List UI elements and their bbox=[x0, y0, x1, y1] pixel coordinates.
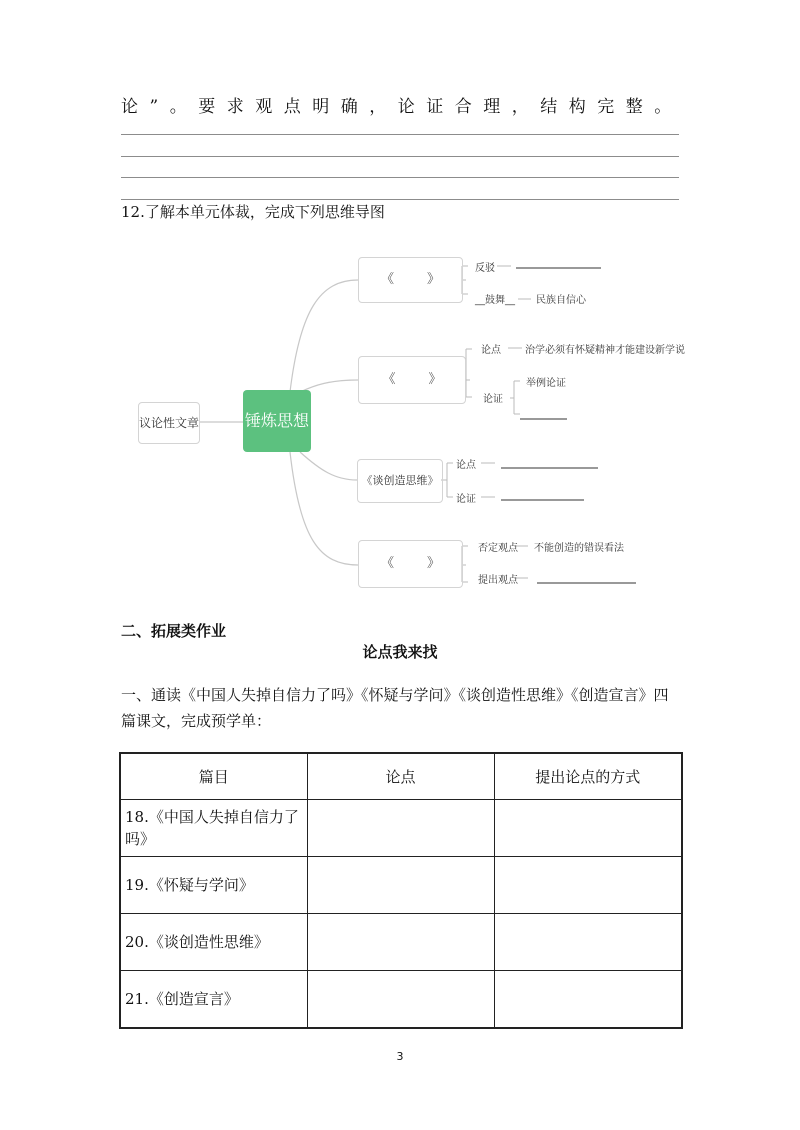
mindmap-branch-3 bbox=[357, 459, 443, 503]
mindmap-center-node bbox=[243, 390, 311, 452]
row-4-point-cell[interactable] bbox=[307, 971, 494, 1028]
mindmap-center-label: 锤炼思想 bbox=[244, 411, 309, 430]
mindmap-branch-4 bbox=[358, 540, 463, 588]
branch-2-point-label: 论点 bbox=[481, 345, 501, 356]
header-method: 提出论点的方式 bbox=[494, 753, 682, 800]
table-row bbox=[120, 857, 682, 914]
branch-2-point-value: 治学必须有怀疑精神才能建设新学说 bbox=[525, 345, 685, 356]
table-row bbox=[120, 800, 682, 857]
branch-4-item-2-label: 提出观点 bbox=[478, 575, 518, 586]
row-2-method-cell[interactable] bbox=[494, 857, 682, 914]
essay-requirement-line: 论”。要求观点明确，论证合理，结构完整。 bbox=[121, 97, 683, 117]
row-3-method-cell[interactable] bbox=[494, 914, 682, 971]
branch-1-item-2-value: 民族自信心 bbox=[536, 295, 586, 306]
row-3-point-cell[interactable] bbox=[307, 914, 494, 971]
branch-1-item-1-label: 反驳 bbox=[475, 263, 495, 274]
instructions: 一、通读《中国人失掉自信力了吗》《怀疑与学问》《谈创造性思维》《创造宣言》四篇课文，完成预学单： bbox=[121, 686, 669, 730]
table-row bbox=[120, 971, 682, 1028]
header-title: 篇目 bbox=[120, 753, 307, 800]
branch-2-title: 《 》 bbox=[382, 372, 442, 387]
row-1-point-cell[interactable] bbox=[307, 800, 494, 857]
section-2-title: 二、拓展类作业 bbox=[121, 622, 227, 640]
prep-table bbox=[119, 752, 683, 1029]
header-point: 论点 bbox=[307, 753, 494, 800]
branch-3-item-1-label: 论点 bbox=[456, 460, 476, 471]
branch-3-title: 《谈创造思维》 bbox=[361, 474, 439, 487]
branch-2-argument-label: 论证 bbox=[483, 394, 503, 405]
branch-2-sub-item-1: 举例论证 bbox=[526, 378, 566, 389]
branch-3-item-2-label: 论证 bbox=[456, 494, 476, 505]
row-3-title: 20.《谈创造性思维》 bbox=[120, 914, 307, 971]
mindmap-root-node bbox=[138, 402, 200, 444]
branch-4-title: 《 》 bbox=[380, 556, 441, 571]
branch-1-title: 《 》 bbox=[380, 272, 441, 287]
row-2-point-cell[interactable] bbox=[307, 857, 494, 914]
section-subtitle: 论点我来找 bbox=[362, 643, 438, 661]
question-12: 12.了解本单元体裁，完成下列思维导图 bbox=[121, 203, 385, 221]
branch-4-item-1-value: 不能创造的错误看法 bbox=[534, 543, 624, 554]
table-header-row bbox=[120, 753, 682, 800]
row-4-method-cell[interactable] bbox=[494, 971, 682, 1028]
branch-1-item-2-label: __鼓舞__ bbox=[475, 295, 515, 306]
row-2-title: 19.《怀疑与学问》 bbox=[120, 857, 307, 914]
row-1-method-cell[interactable] bbox=[494, 800, 682, 857]
row-4-title: 21.《创造宣言》 bbox=[120, 971, 307, 1028]
mindmap-root-label: 议论性文章 bbox=[139, 416, 200, 430]
mindmap-branch-2 bbox=[358, 356, 466, 404]
table-row bbox=[120, 914, 682, 971]
branch-4-item-1-label: 否定观点 bbox=[478, 543, 518, 554]
page-number: 3 bbox=[396, 1050, 404, 1063]
mindmap-branch-1 bbox=[358, 257, 463, 303]
row-1-title: 18.《中国人失掉自信力了吗》 bbox=[120, 800, 307, 857]
